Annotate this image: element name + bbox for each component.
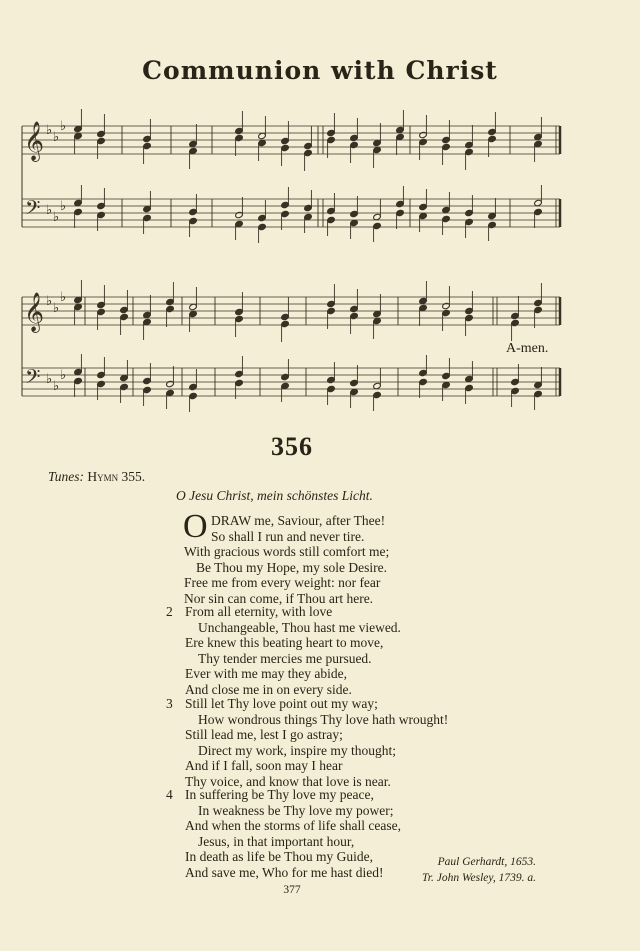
flat-sign: ♭ bbox=[46, 293, 53, 308]
flat-sign: ♭ bbox=[46, 202, 53, 217]
stanza-line: And when the storms of life shall cease, bbox=[185, 818, 401, 834]
stanza-line: Ere knew this beating heart to move, bbox=[185, 635, 384, 651]
stanza-line: 2 From all eternity, with love bbox=[166, 604, 333, 619]
tunes-label: Tunes: bbox=[48, 469, 85, 484]
translator-credit: Tr. John Wesley, 1739. a. bbox=[422, 872, 536, 884]
stanza-line: Nor sin can come, if Thou art here. bbox=[184, 590, 374, 606]
clef: 𝄞 bbox=[24, 292, 45, 332]
stanza-line: Still lead me, lest I go astray; bbox=[185, 727, 343, 743]
clef: 𝄢 bbox=[25, 196, 41, 224]
music-score bbox=[0, 0, 640, 420]
stanza-line: Jesus, in that important hour, bbox=[198, 833, 355, 849]
flat-sign: ♭ bbox=[60, 198, 67, 213]
stanza-line: Be Thou my Hope, my sole Desire. bbox=[196, 559, 387, 575]
flat-sign: ♭ bbox=[53, 300, 60, 315]
flat-sign: ♭ bbox=[60, 289, 67, 304]
stanza-line: Ever with me may they abide, bbox=[185, 666, 347, 682]
stanza-line: With gracious words still comfort me; bbox=[184, 544, 390, 560]
page-title: Communion with Christ bbox=[142, 56, 498, 85]
stanza-line: 4 In suffering be Thy love my peace, bbox=[166, 787, 374, 802]
tunes-value: Hymn 355. bbox=[87, 469, 146, 484]
stanza-line: And save me, Who for me hast died! bbox=[185, 864, 384, 880]
flat-sign: ♭ bbox=[60, 118, 67, 133]
stanza-line: In death as life be Thou my Guide, bbox=[185, 849, 373, 865]
stanza-line: And close me in on every side. bbox=[185, 681, 352, 697]
drop-cap: O bbox=[183, 508, 208, 545]
stanza-2 bbox=[168, 604, 401, 698]
flat-sign: ♭ bbox=[53, 378, 60, 393]
stanza-line: Thy voice, and know that love is near. bbox=[185, 773, 391, 789]
page-number: 377 bbox=[283, 884, 301, 896]
stanza-number: 3 bbox=[166, 696, 173, 711]
tunes-reference bbox=[48, 469, 145, 485]
staff-lines bbox=[22, 126, 560, 396]
hymn-number: 356 bbox=[271, 432, 313, 461]
music-notes bbox=[24, 109, 542, 412]
stanza-line: 3 Still let Thy love point out my way; bbox=[166, 696, 378, 711]
clef: 𝄞 bbox=[24, 121, 45, 161]
flat-sign: ♭ bbox=[60, 367, 67, 382]
flat-sign: ♭ bbox=[46, 122, 53, 137]
stanza-number: 2 bbox=[166, 604, 173, 619]
stanza-line: Unchangeable, Thou hast me viewed. bbox=[198, 619, 401, 635]
stanza-line: Free me from every weight: nor fear bbox=[184, 575, 381, 591]
flat-sign: ♭ bbox=[53, 209, 60, 224]
clef: 𝄢 bbox=[25, 365, 41, 393]
stanza-line: DRAW me, Saviour, after Thee! bbox=[211, 513, 386, 528]
stanza-line: Thy tender mercies me pursued. bbox=[198, 650, 372, 666]
stanza-4 bbox=[168, 787, 401, 881]
stanza-1 bbox=[183, 508, 390, 607]
original-first-line: O Jesu Christ, mein schönstes Licht. bbox=[176, 488, 373, 503]
author-credit: Paul Gerhardt, 1653. bbox=[437, 856, 536, 868]
stanza-line: Direct my work, inspire my thought; bbox=[198, 742, 396, 758]
flat-sign: ♭ bbox=[53, 129, 60, 144]
stanza-line: So shall I run and never tire. bbox=[211, 528, 365, 544]
stanza-3 bbox=[168, 696, 448, 790]
stanza-line: And if I fall, soon may I hear bbox=[185, 758, 343, 774]
stanza-line: How wondrous things Thy love hath wrought! bbox=[198, 711, 449, 727]
stanza-line: In weakness be Thy love my power; bbox=[198, 802, 394, 818]
amen-label: A-men. bbox=[506, 341, 549, 356]
flat-sign: ♭ bbox=[46, 371, 53, 386]
stanza-number: 4 bbox=[166, 787, 173, 802]
